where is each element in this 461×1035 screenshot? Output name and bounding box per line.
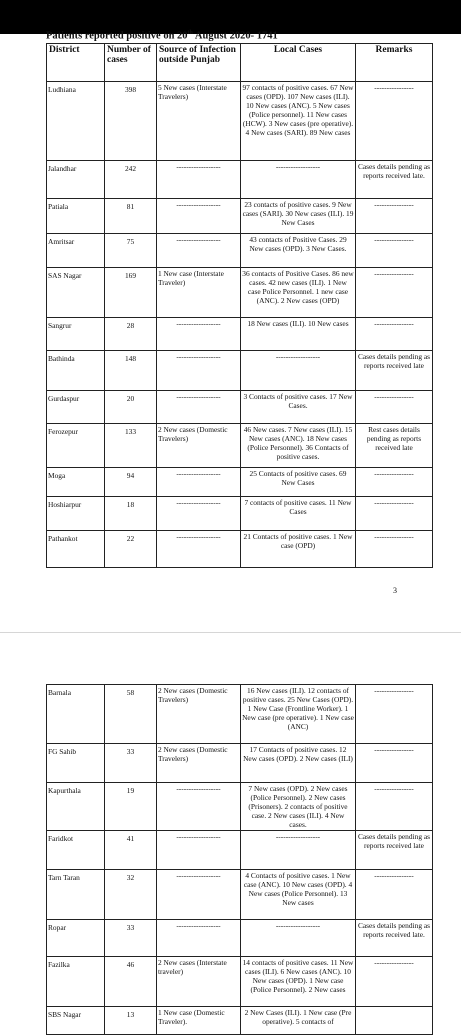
source-cell: 1 New case (Domestic Traveler). xyxy=(157,1007,241,1035)
source-cell: ------------------ xyxy=(157,318,241,351)
cases-cell: 41 xyxy=(105,831,157,870)
district-cell: Gurdaspur xyxy=(47,391,105,424)
cases-table-page-4 xyxy=(46,684,433,1035)
district-cell: Tarn Taran xyxy=(47,870,105,920)
district-cell: Amritsar xyxy=(47,234,105,268)
district-cell: Jalandhar xyxy=(47,161,105,199)
district-cell: Fazilka xyxy=(47,957,105,1007)
cases-cell: 20 xyxy=(105,391,157,424)
remarks-cell: ---------------- xyxy=(356,531,433,568)
local-cases-cell: ------------------ xyxy=(241,920,356,957)
remarks-cell: ---------------- xyxy=(356,685,433,744)
cases-cell: 169 xyxy=(105,268,157,318)
header-local-cases: Local Cases xyxy=(241,44,356,82)
local-cases-cell: 36 contacts of Positive Cases. 86 new cases. 42 new cases (ILI). 1 New case Police Personnel. 1 new case (ANC). 2 New cases (OPD) xyxy=(241,268,356,318)
source-cell: ------------------ xyxy=(157,391,241,424)
table-row xyxy=(47,920,433,957)
table-row xyxy=(47,531,433,568)
district-cell: Barnala xyxy=(47,685,105,744)
source-cell: ------------------ xyxy=(157,199,241,234)
local-cases-cell: 23 contacts of positive cases. 9 New cases (SARI). 30 New cases (ILI). 19 New Cases xyxy=(241,199,356,234)
district-cell: FG Sahib xyxy=(47,744,105,783)
table-row xyxy=(47,234,433,268)
table-row xyxy=(47,831,433,870)
district-cell: Patiala xyxy=(47,199,105,234)
local-cases-cell: 2 New Cases (ILI). 1 New case (Pre operative). 5 contacts of xyxy=(241,1007,356,1035)
source-cell: ------------------ xyxy=(157,920,241,957)
header-remarks: Remarks xyxy=(356,44,433,82)
local-cases-cell: ------------------ xyxy=(241,161,356,199)
cases-cell: 242 xyxy=(105,161,157,199)
local-cases-cell: ------------------ xyxy=(241,831,356,870)
local-cases-cell: 46 New cases. 7 New cases (ILI). 15 New cases (ANC). 18 New cases (Police Personnel). 36 Contacts of positive cases. xyxy=(241,424,356,468)
source-cell: ------------------ xyxy=(157,351,241,391)
remarks-cell: Cases details pending as reports received late xyxy=(356,831,433,870)
source-cell: 2 New cases (Domestic Travelers) xyxy=(157,744,241,783)
local-cases-cell: 7 contacts of positive cases. 11 New Cases xyxy=(241,497,356,531)
table-row xyxy=(47,957,433,1007)
page-number: 3 xyxy=(393,586,397,595)
district-cell: Sangrur xyxy=(47,318,105,351)
local-cases-cell: ------------------ xyxy=(241,351,356,391)
remarks-cell: ---------------- xyxy=(356,391,433,424)
cases-cell: 19 xyxy=(105,783,157,831)
district-cell: Faridkot xyxy=(47,831,105,870)
local-cases-cell: 7 New cases (OPD). 2 New cases (Police Personnel). 2 New cases (Prisoners). 2 contacts of positive case. 2 New cases (ILI). 4 New cases. xyxy=(241,783,356,831)
top-black-bar xyxy=(0,0,461,34)
table-row xyxy=(47,1007,433,1035)
district-cell: Hoshiarpur xyxy=(47,497,105,531)
district-cell: Ludhiana xyxy=(47,82,105,161)
cases-table-page-3 xyxy=(46,43,433,568)
remarks-cell: ---------------- xyxy=(356,783,433,831)
page-break-divider xyxy=(0,632,461,633)
source-cell: ------------------ xyxy=(157,531,241,568)
local-cases-cell: 4 Contacts of positive cases. 1 New case (ANC). 10 New cases (OPD). 4 New cases (Police Personnel). 13 New cases xyxy=(241,870,356,920)
table-row xyxy=(47,424,433,468)
local-cases-cell: 14 contacts of positive cases. 11 New cases (ILI). 6 New cases (ANC). 10 New cases (OPD). 1 New case (Police Personnel). 2 New cases xyxy=(241,957,356,1007)
remarks-cell: ---------------- xyxy=(356,199,433,234)
remarks-cell: ---------------- xyxy=(356,268,433,318)
remarks-cell: Rest cases details pending as reports received late xyxy=(356,424,433,468)
table-row xyxy=(47,783,433,831)
district-cell: SBS Nagar xyxy=(47,1007,105,1035)
cases-cell: 13 xyxy=(105,1007,157,1035)
source-cell: 2 New cases (Domestic Travelers) xyxy=(157,424,241,468)
table-row xyxy=(47,497,433,531)
local-cases-cell: 16 New cases (ILI). 12 contacts of positive cases. 25 New Cases (OPD). 1 New Case (Frontline Worker). 1 New case (pre operative). 1 New case (ANC) xyxy=(241,685,356,744)
district-cell: Kapurthala xyxy=(47,783,105,831)
cases-cell: 18 xyxy=(105,497,157,531)
local-cases-cell: 21 Contacts of positive cases. 1 New case (OPD) xyxy=(241,531,356,568)
source-cell: ------------------ xyxy=(157,161,241,199)
source-cell: 2 New cases (Interstate traveler) xyxy=(157,957,241,1007)
cases-cell: 28 xyxy=(105,318,157,351)
district-cell: SAS Nagar xyxy=(47,268,105,318)
cases-cell: 75 xyxy=(105,234,157,268)
cases-cell: 94 xyxy=(105,468,157,497)
header-district: District xyxy=(47,44,105,82)
cases-cell: 133 xyxy=(105,424,157,468)
cases-cell: 46 xyxy=(105,957,157,1007)
source-cell: ------------------ xyxy=(157,783,241,831)
table-row xyxy=(47,685,433,744)
cases-cell: 148 xyxy=(105,351,157,391)
local-cases-cell: 3 Contacts of positive cases. 17 New Cases. xyxy=(241,391,356,424)
header-source: Source of Infection outside Punjab xyxy=(157,44,241,82)
source-cell: ------------------ xyxy=(157,234,241,268)
source-cell: ------------------ xyxy=(157,831,241,870)
remarks-cell: ---------------- xyxy=(356,497,433,531)
table-row xyxy=(47,199,433,234)
remarks-cell xyxy=(356,1007,433,1035)
district-cell: Moga xyxy=(47,468,105,497)
local-cases-cell: 17 Contacts of positive cases. 12 New cases (OPD). 2 New cases (ILI) xyxy=(241,744,356,783)
local-cases-cell: 18 New cases (ILI). 10 New cases xyxy=(241,318,356,351)
district-cell: Ropar xyxy=(47,920,105,957)
district-cell: Pathankot xyxy=(47,531,105,568)
cases-cell: 81 xyxy=(105,199,157,234)
local-cases-cell: 25 Contacts of positive cases. 69 New Cases xyxy=(241,468,356,497)
remarks-cell: ---------------- xyxy=(356,957,433,1007)
table-row xyxy=(47,468,433,497)
source-cell: ------------------ xyxy=(157,468,241,497)
cases-cell: 58 xyxy=(105,685,157,744)
table-row xyxy=(47,268,433,318)
table-row xyxy=(47,351,433,391)
source-cell: 5 New cases (Interstate Travelers) xyxy=(157,82,241,161)
remarks-cell: ---------------- xyxy=(356,744,433,783)
table-row xyxy=(47,391,433,424)
cases-cell: 33 xyxy=(105,744,157,783)
table-row xyxy=(47,318,433,351)
district-cell: Bathinda xyxy=(47,351,105,391)
source-cell: ------------------ xyxy=(157,870,241,920)
table-row xyxy=(47,82,433,161)
remarks-cell: Cases details pending as reports received late. xyxy=(356,920,433,957)
source-cell: 1 New case (Interstate Traveler) xyxy=(157,268,241,318)
remarks-cell: ---------------- xyxy=(356,234,433,268)
remarks-cell: ---------------- xyxy=(356,82,433,161)
table-row xyxy=(47,870,433,920)
district-cell: Ferozepur xyxy=(47,424,105,468)
page-title: Patients reported positive on 20th August 2020- 1741 xyxy=(46,30,278,42)
table-row xyxy=(47,161,433,199)
cases-cell: 32 xyxy=(105,870,157,920)
local-cases-cell: 97 contacts of positive cases. 67 New cases (OPD). 107 New cases (ILI). 10 New cases (ANC). 5 New cases (Police personnel). 11 New cases (HCW). 3 New cases (pre operative). 4 New cases (SARI). 89 New cases xyxy=(241,82,356,161)
local-cases-cell: 43 contacts of Positive Cases. 29 New cases (OPD). 3 New Cases. xyxy=(241,234,356,268)
remarks-cell: ---------------- xyxy=(356,870,433,920)
table-row xyxy=(47,744,433,783)
source-cell: ------------------ xyxy=(157,497,241,531)
header-cases: Number of cases xyxy=(105,44,157,82)
remarks-cell: Cases details pending as reports received late. xyxy=(356,161,433,199)
cases-cell: 22 xyxy=(105,531,157,568)
cases-cell: 33 xyxy=(105,920,157,957)
remarks-cell: ---------------- xyxy=(356,318,433,351)
remarks-cell: Cases details pending as reports received late xyxy=(356,351,433,391)
remarks-cell: ---------------- xyxy=(356,468,433,497)
cases-cell: 398 xyxy=(105,82,157,161)
source-cell: 2 New cases (Domestic Travelers) xyxy=(157,685,241,744)
